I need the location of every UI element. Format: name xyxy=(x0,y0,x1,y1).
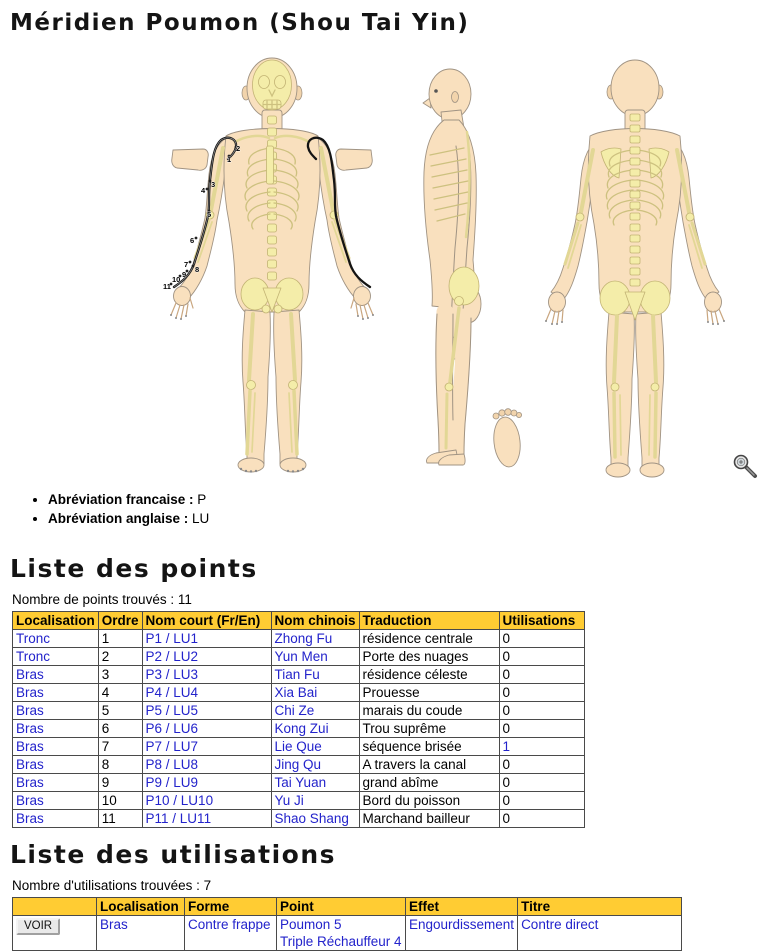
column-header: Effet xyxy=(406,898,518,916)
column-header: Utilisations xyxy=(499,612,584,630)
table-link[interactable]: Contre direct xyxy=(521,917,599,933)
table-link[interactable]: Bras xyxy=(16,685,44,701)
front-figure xyxy=(163,58,374,473)
table-cell xyxy=(271,774,359,792)
table-row xyxy=(13,702,585,720)
table-cell: 7 xyxy=(98,738,142,756)
table-cell xyxy=(13,684,99,702)
table-cell: 5 xyxy=(98,702,142,720)
table-cell xyxy=(13,666,99,684)
column-header: Ordre xyxy=(98,612,142,630)
meridian-figure xyxy=(163,52,783,482)
foot-sole xyxy=(491,409,522,469)
table-cell xyxy=(142,756,271,774)
table-link[interactable]: Poumon 5 xyxy=(280,917,342,933)
meridian-point-number: 10 xyxy=(172,275,181,284)
table-link[interactable]: Jing Qu xyxy=(274,757,322,773)
table-cell: séquence brisée xyxy=(359,738,499,756)
table-cell xyxy=(13,702,99,720)
meridian-point-number: 11 xyxy=(163,282,171,291)
table-cell: 0 xyxy=(499,792,584,810)
meridian-point-number: 2 xyxy=(236,144,241,153)
table-link[interactable]: P1 / LU1 xyxy=(145,631,199,647)
meridian-point-number: 7 xyxy=(184,260,189,269)
table-cell xyxy=(406,916,518,951)
meridian-point-number: 5 xyxy=(207,210,212,219)
table-cell xyxy=(271,630,359,648)
table-link[interactable]: P11 / LU11 xyxy=(145,811,212,827)
table-link[interactable]: Bras xyxy=(16,703,44,719)
table-cell xyxy=(97,916,185,951)
table-link[interactable]: P4 / LU4 xyxy=(145,685,199,701)
column-header: Nom chinois xyxy=(271,612,359,630)
table-link[interactable]: P9 / LU9 xyxy=(145,775,199,791)
table-cell: 0 xyxy=(499,630,584,648)
table-link[interactable]: Yun Men xyxy=(274,649,328,665)
table-cell xyxy=(142,702,271,720)
table-link[interactable]: P2 / LU2 xyxy=(145,649,199,665)
meridian-point-number: 3 xyxy=(211,180,216,189)
table-cell xyxy=(142,648,271,666)
column-header xyxy=(13,898,97,916)
table-row xyxy=(13,666,585,684)
table-link[interactable]: Bras xyxy=(16,775,44,791)
table-cell xyxy=(271,666,359,684)
table-cell: 0 xyxy=(499,756,584,774)
table-link[interactable]: Bras xyxy=(16,721,44,737)
table-cell xyxy=(13,738,99,756)
abbreviations-list xyxy=(10,490,773,528)
table-cell: résidence céleste xyxy=(359,666,499,684)
table-link[interactable]: Shao Shang xyxy=(274,811,349,827)
table-cell xyxy=(271,792,359,810)
table-cell: Porte des nuages xyxy=(359,648,499,666)
usages-header-row xyxy=(13,898,682,916)
table-cell xyxy=(518,916,682,951)
table-cell xyxy=(271,702,359,720)
table-cell xyxy=(142,792,271,810)
table-cell xyxy=(271,648,359,666)
table-cell xyxy=(142,666,271,684)
table-link[interactable]: Bras xyxy=(16,667,44,683)
table-link[interactable]: Chi Ze xyxy=(274,703,315,719)
magnifier-zoom-icon[interactable] xyxy=(735,456,756,477)
table-cell: grand abîme xyxy=(359,774,499,792)
table-cell xyxy=(13,720,99,738)
table-cell xyxy=(271,756,359,774)
table-row xyxy=(13,630,585,648)
column-header: Localisation xyxy=(97,898,185,916)
table-link[interactable]: P8 / LU8 xyxy=(145,757,199,773)
table-link[interactable]: Bras xyxy=(16,811,44,827)
meridian-point-number: 8 xyxy=(195,265,200,274)
meridian-point-number: 9 xyxy=(182,270,187,279)
table-link[interactable]: P3 / LU3 xyxy=(145,667,199,683)
table-cell: Prouesse xyxy=(359,684,499,702)
table-link[interactable]: P7 / LU7 xyxy=(145,739,199,755)
column-header: Point xyxy=(277,898,406,916)
table-cell xyxy=(13,810,99,828)
table-link[interactable]: P10 / LU10 xyxy=(145,793,214,809)
table-cell: 9 xyxy=(98,774,142,792)
table-cell: Marchand bailleur xyxy=(359,810,499,828)
table-cell: 3 xyxy=(98,666,142,684)
table-row xyxy=(13,720,585,738)
table-cell xyxy=(142,774,271,792)
table-cell: 0 xyxy=(499,720,584,738)
table-link[interactable]: Kong Zui xyxy=(274,721,329,737)
table-link[interactable]: Tian Fu xyxy=(274,667,320,683)
table-cell xyxy=(277,916,406,951)
table-row xyxy=(13,810,585,828)
table-cell xyxy=(142,738,271,756)
table-cell: A travers la canal xyxy=(359,756,499,774)
table-cell: 0 xyxy=(499,666,584,684)
table-link[interactable]: Engourdissement xyxy=(409,917,515,933)
table-row xyxy=(13,648,585,666)
table-link[interactable]: Lie Que xyxy=(274,739,322,755)
table-row xyxy=(13,916,682,951)
table-cell: 8 xyxy=(98,756,142,774)
table-cell xyxy=(13,756,99,774)
table-row xyxy=(13,738,585,756)
column-header: Titre xyxy=(518,898,682,916)
table-link[interactable]: P6 / LU6 xyxy=(145,721,199,737)
table-cell: 0 xyxy=(499,810,584,828)
table-link[interactable]: Xia Bai xyxy=(274,685,318,701)
table-cell: 2 xyxy=(98,648,142,666)
table-link[interactable]: Contre frappe xyxy=(188,917,271,933)
table-link[interactable]: Zhong Fu xyxy=(274,631,333,647)
points-count: Nombre de points trouvés : 11 xyxy=(12,592,192,608)
table-link[interactable]: Tronc xyxy=(16,631,51,647)
meridian-point-number: 1 xyxy=(227,155,232,164)
table-cell xyxy=(271,810,359,828)
abbreviation-label: Abréviation francaise : xyxy=(48,492,194,507)
table-cell xyxy=(142,630,271,648)
usages-table xyxy=(12,897,682,951)
usages-count: Nombre d'utilisations trouvées : 7 xyxy=(12,878,212,894)
table-cell xyxy=(271,684,359,702)
table-cell: Bord du poisson xyxy=(359,792,499,810)
column-header: Traduction xyxy=(359,612,499,630)
table-cell xyxy=(13,648,99,666)
table-link[interactable]: 1 xyxy=(502,739,511,755)
table-link[interactable]: Tronc xyxy=(16,649,51,665)
table-cell xyxy=(499,738,584,756)
table-cell xyxy=(13,630,99,648)
table-cell: Trou suprême xyxy=(359,720,499,738)
abbreviation-item: • Abréviation anglaise : LU xyxy=(48,509,773,528)
table-row xyxy=(13,684,585,702)
table-link[interactable]: Yu Ji xyxy=(274,793,304,809)
page-title: Méridien Poumon (Shou Tai Yin) xyxy=(10,10,470,36)
table-cell: marais du coude xyxy=(359,702,499,720)
column-header: Localisation xyxy=(13,612,99,630)
table-cell xyxy=(142,684,271,702)
table-cell xyxy=(271,738,359,756)
table-link[interactable]: Bras xyxy=(100,917,128,933)
table-cell: 0 xyxy=(499,774,584,792)
points-table xyxy=(12,611,585,828)
table-link[interactable]: P5 / LU5 xyxy=(145,703,199,719)
table-cell xyxy=(13,916,97,951)
meridian-point-number: 4 xyxy=(201,186,206,195)
table-cell xyxy=(185,916,277,951)
abbreviation-item: • Abréviation francaise : P xyxy=(48,490,773,509)
usages-heading: Liste des utilisations xyxy=(10,840,337,870)
table-cell: résidence centrale xyxy=(359,630,499,648)
meridian-point-number: 6 xyxy=(190,236,195,245)
table-cell: 0 xyxy=(499,648,584,666)
table-cell: 0 xyxy=(499,684,584,702)
table-cell xyxy=(142,810,271,828)
voir-button[interactable]: VOIR xyxy=(16,918,60,935)
table-link[interactable]: Bras xyxy=(16,793,44,809)
table-cell xyxy=(142,720,271,738)
column-header: Forme xyxy=(185,898,277,916)
table-link[interactable]: Tai Yuan xyxy=(274,775,327,791)
side-figure xyxy=(423,69,481,465)
table-link[interactable]: Bras xyxy=(16,757,44,773)
table-cell xyxy=(13,774,99,792)
table-cell: 6 xyxy=(98,720,142,738)
table-cell xyxy=(13,792,99,810)
table-cell: 0 xyxy=(499,702,584,720)
points-heading: Liste des points xyxy=(10,554,258,584)
column-header: Nom court (Fr/En) xyxy=(142,612,271,630)
table-cell: 1 xyxy=(98,630,142,648)
table-link[interactable]: Bras xyxy=(16,739,44,755)
table-row xyxy=(13,774,585,792)
table-row xyxy=(13,756,585,774)
table-cell: 11 xyxy=(98,810,142,828)
table-cell xyxy=(271,720,359,738)
abbreviation-label: Abréviation anglaise : xyxy=(48,511,189,527)
table-link[interactable]: Triple Réchauffeur 4 xyxy=(280,934,402,950)
table-row xyxy=(13,792,585,810)
back-figure xyxy=(545,60,725,477)
table-cell: 4 xyxy=(98,684,142,702)
points-header-row xyxy=(13,612,585,630)
table-cell: 10 xyxy=(98,792,142,810)
